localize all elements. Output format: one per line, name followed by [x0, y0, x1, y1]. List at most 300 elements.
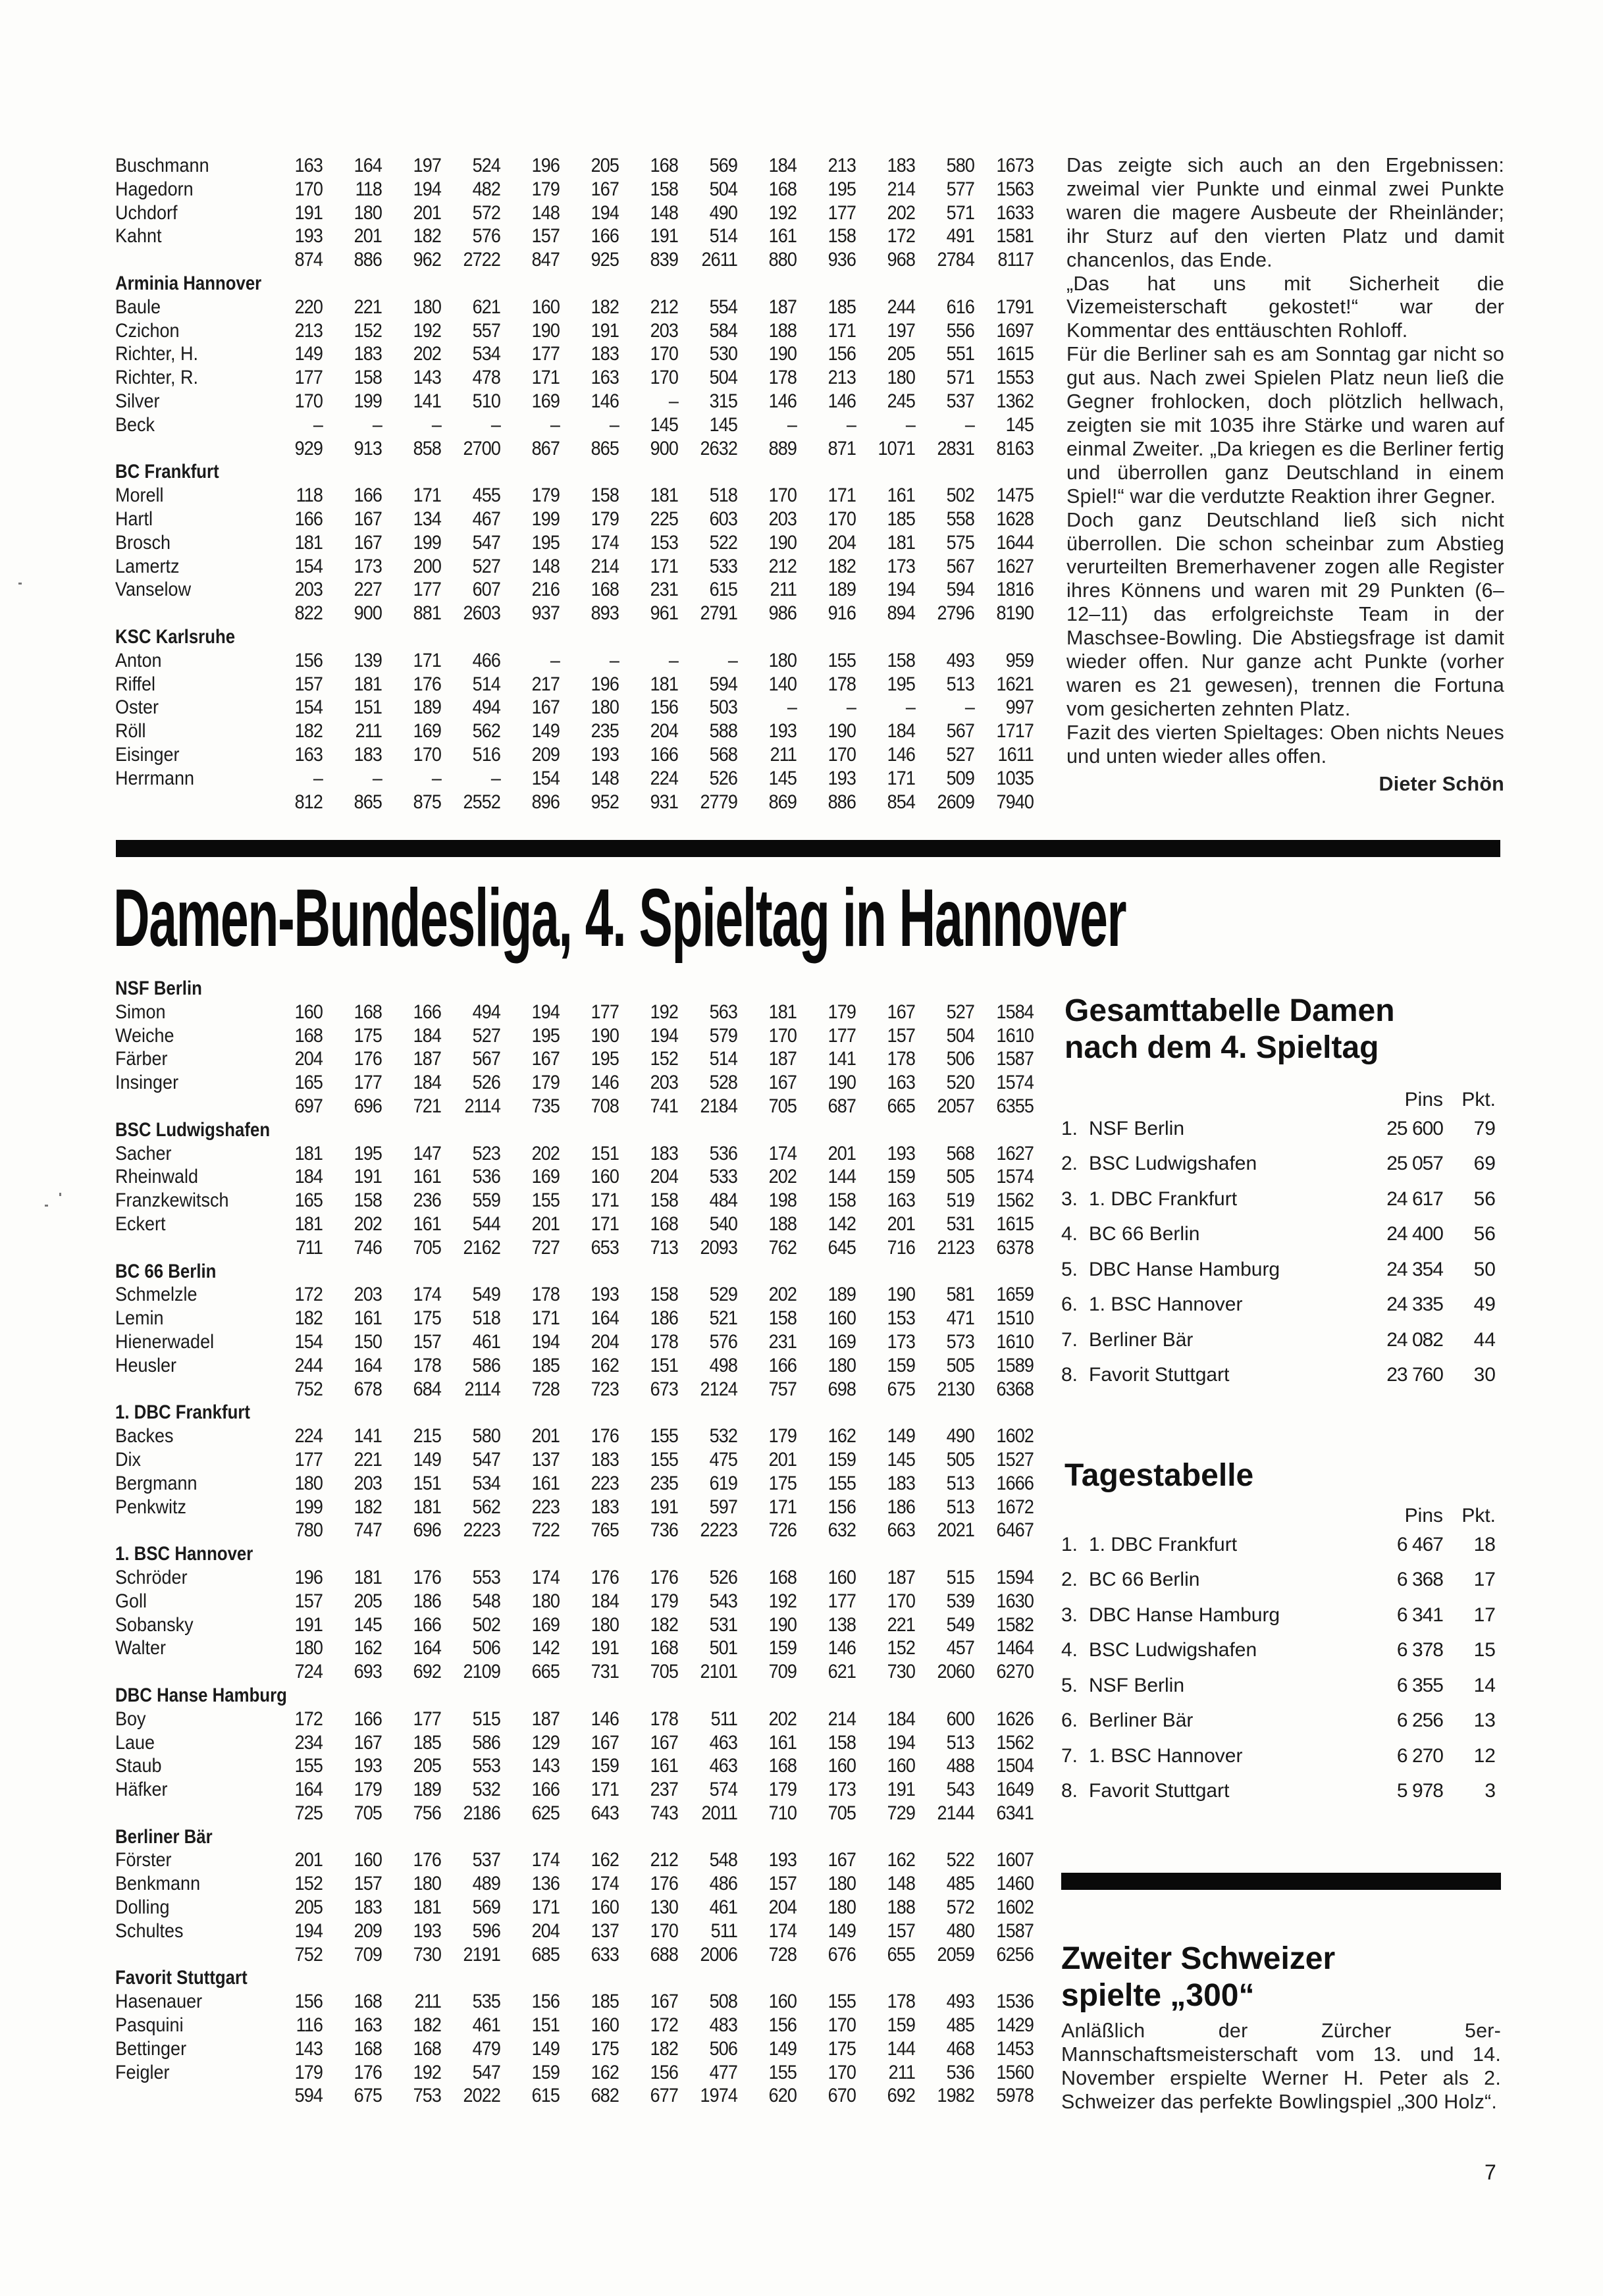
score-cell: 181	[650, 673, 678, 695]
player-row	[115, 1990, 1050, 2014]
score-cell: 165	[294, 1072, 323, 1094]
pins-value: 6 355	[1396, 1674, 1443, 1696]
player-row	[115, 1024, 1050, 1048]
player-row	[115, 366, 1040, 390]
score-cell: 244	[294, 1354, 323, 1376]
score-cell: 169	[531, 1166, 560, 1188]
total-cell: 692	[887, 2085, 915, 2107]
score-cell: 158	[887, 649, 915, 671]
total-cell: 2632	[700, 437, 737, 459]
score-cell: 211	[888, 2061, 915, 2083]
total-cell: 2831	[937, 437, 974, 459]
score-cell: 1574	[996, 1072, 1034, 1094]
player-row	[115, 1613, 1050, 1637]
score-cell: 151	[531, 2014, 560, 2037]
score-cell: 201	[413, 201, 441, 224]
score-cell: 195	[887, 673, 915, 695]
team-name: Berliner Bär	[1089, 1709, 1194, 1732]
score-cell: 168	[354, 1001, 382, 1023]
score-cell: 141	[828, 1048, 856, 1070]
total-cell: 929	[294, 437, 323, 459]
player-name: Dolling	[115, 1896, 170, 1919]
team-name: Favorit Stuttgart	[115, 1967, 248, 1989]
total-cell: 886	[354, 249, 382, 271]
page-number: 7	[1485, 2160, 1496, 2184]
total-cell: 822	[294, 602, 323, 625]
score-cell: 176	[354, 1048, 382, 1070]
score-cell: 569	[472, 1896, 500, 1919]
score-cell: 184	[294, 1166, 323, 1188]
gesamttabelle-table	[1061, 1080, 1496, 1393]
score-cell: 160	[768, 1991, 797, 2013]
score-cell: –	[609, 649, 619, 671]
score-cell: 527	[946, 743, 974, 766]
score-cell: 192	[413, 2061, 441, 2083]
score-cell: 504	[946, 1024, 974, 1047]
score-cell: 160	[887, 1755, 915, 1777]
team-header-row	[115, 460, 1040, 484]
points-value: 3	[1485, 1780, 1496, 1802]
score-cell: 167	[531, 696, 560, 719]
player-row	[115, 696, 1040, 719]
player-name: Schmelzle	[115, 1284, 197, 1306]
score-cell: 178	[650, 1708, 678, 1730]
player-row	[115, 484, 1040, 508]
total-cell: 705	[768, 1095, 797, 1117]
score-cell: 534	[472, 1472, 500, 1494]
total-cell: 684	[413, 1378, 441, 1400]
score-cell: 170	[768, 484, 797, 507]
score-cell: 168	[650, 1637, 678, 1659]
total-cell: 8190	[996, 602, 1034, 625]
score-cell: 151	[650, 1354, 678, 1376]
score-cell: 522	[709, 531, 737, 554]
standings-row	[1061, 1111, 1496, 1147]
score-cell: 203	[650, 1072, 678, 1094]
score-cell: 171	[531, 367, 560, 389]
score-cell: 516	[472, 743, 500, 766]
player-name: Brosch	[115, 531, 171, 554]
score-cell: 157	[531, 225, 560, 248]
score-cell: 153	[887, 1307, 915, 1330]
rank: 3.	[1061, 1187, 1078, 1210]
score-cell: 202	[768, 1284, 797, 1306]
player-name: Vanselow	[115, 579, 192, 601]
article-paragraph: Fazit des vierten Spieltages: Oben nichts Neues und unten wieder alles offen.	[1066, 721, 1504, 768]
score-cell: 180	[413, 296, 441, 318]
score-cell: 184	[887, 720, 915, 743]
total-cell: 968	[887, 249, 915, 271]
player-row	[115, 390, 1040, 413]
score-cell: 193	[413, 1919, 441, 1942]
score-cell: 149	[887, 1425, 915, 1448]
score-cell: 161	[887, 484, 915, 507]
score-cell: 616	[946, 296, 974, 318]
score-cell: 185	[413, 1731, 441, 1754]
rank: 1.	[1061, 1533, 1078, 1555]
score-cell: 521	[709, 1307, 737, 1330]
score-cell: 164	[354, 1354, 382, 1376]
score-cell: 181	[354, 1566, 382, 1588]
score-cell: 224	[294, 1425, 323, 1448]
player-name: Insinger	[115, 1072, 179, 1094]
score-cell: 508	[709, 1991, 737, 2013]
score-cell: 163	[887, 1189, 915, 1212]
score-cell: 461	[472, 2014, 500, 2037]
score-cell: 164	[591, 1307, 619, 1330]
total-cell: 693	[354, 1661, 382, 1683]
total-cell: 896	[531, 791, 560, 813]
player-row	[115, 178, 1040, 201]
score-cell: 182	[650, 1613, 678, 1636]
score-cell: 145	[650, 413, 678, 436]
total-label-spacer	[115, 1095, 249, 1118]
score-cell: 168	[354, 1991, 382, 2013]
score-cell: 519	[946, 1189, 974, 1212]
score-cell: 170	[650, 343, 678, 365]
article-paragraph: Für die Berliner sah es am Sonntag gar nicht so gut aus. Nach zwei Spielen Platz neun ließ die Gegner frohlocken, doch plötzlich hellwach, zeigten sie mit 1035 ihre Stärke und waren auf einmal Zweiter. „Da kriegen es die Berliner fertig und überrollen ganz Deutschland in einem Spiel!“ war die verdutzte Reaktion ihrer Gegner.	[1066, 343, 1504, 508]
total-cell: 705	[828, 1802, 856, 1824]
score-cell: 203	[650, 319, 678, 342]
score-cell: 539	[946, 1590, 974, 1612]
total-cell: 886	[828, 791, 856, 813]
total-cell: 2109	[463, 1661, 500, 1683]
team-name: 1. BSC Hannover	[115, 1543, 253, 1565]
total-cell: 865	[591, 437, 619, 459]
score-cell: 526	[709, 1566, 737, 1588]
score-cell: 200	[413, 555, 441, 577]
score-cell: 533	[709, 1166, 737, 1188]
team-name: BC 66 Berlin	[1089, 1569, 1200, 1591]
rank: 2.	[1061, 1153, 1078, 1175]
score-cell: 483	[709, 2014, 737, 2037]
score-cell: 161	[531, 1472, 560, 1494]
player-name: Backes	[115, 1425, 174, 1448]
total-cell: 952	[591, 791, 619, 813]
score-cell: 148	[531, 555, 560, 577]
total-cell: 676	[828, 1943, 856, 1966]
player-row	[115, 555, 1040, 579]
score-cell: 197	[887, 319, 915, 342]
score-cell: 161	[650, 1755, 678, 1777]
score-cell: 524	[472, 155, 500, 176]
score-cell: 201	[354, 225, 382, 248]
standings-row	[1061, 1774, 1496, 1810]
score-cell: 163	[887, 1072, 915, 1094]
score-cell: 556	[946, 319, 974, 342]
points-value: 15	[1473, 1639, 1496, 1661]
player-row	[115, 767, 1040, 791]
score-cell: 176	[591, 1425, 619, 1448]
team-name: DBC Hanse Hamburg	[115, 1684, 287, 1706]
player-row	[115, 531, 1040, 555]
score-cell: 236	[413, 1189, 441, 1212]
points-value: 17	[1473, 1604, 1496, 1626]
score-cell: 551	[946, 343, 974, 365]
total-cell: 728	[768, 1943, 797, 1966]
score-cell: 187	[887, 1566, 915, 1588]
points-value: 56	[1473, 1223, 1496, 1245]
player-row	[115, 2037, 1050, 2061]
score-cell: 594	[946, 579, 974, 601]
total-cell: 894	[887, 602, 915, 625]
col-header-pkt: Pkt.	[1461, 1505, 1496, 1526]
score-cell: –	[668, 649, 678, 671]
score-cell: 177	[828, 1024, 856, 1047]
score-cell: 170	[413, 743, 441, 766]
score-cell: 204	[591, 1330, 619, 1353]
player-row	[115, 224, 1040, 248]
score-cell: 148	[650, 201, 678, 224]
score-cell: 471	[946, 1307, 974, 1330]
score-cell: 531	[709, 1613, 737, 1636]
score-cell: 607	[472, 579, 500, 601]
total-cell: 655	[887, 1943, 915, 1966]
score-cell: 213	[828, 155, 856, 176]
score-cell: –	[490, 413, 500, 436]
score-cell: 211	[414, 1991, 441, 2013]
score-cell: 1673	[996, 155, 1034, 176]
total-cell: 2722	[463, 249, 500, 271]
total-cell: 698	[828, 1378, 856, 1400]
pins-value: 24 400	[1386, 1223, 1443, 1245]
total-label-spacer	[115, 791, 249, 814]
total-cell: 722	[531, 1519, 560, 1542]
score-cell: 182	[650, 2037, 678, 2060]
article-paragraph: Das zeigte sich auch an den Ergebnissen: zweimal vier Punkte und einmal zwei Punkte waren die magere Ausbeute der Rheinländer; ihr Sturz auf den vierten Platz und damit chancenlos, das Ende.	[1066, 154, 1504, 271]
total-label-spacer	[115, 1943, 249, 1967]
total-cell: 2552	[463, 791, 500, 813]
score-cell: 220	[294, 296, 323, 318]
score-cell: 178	[887, 1048, 915, 1070]
total-cell: 780	[294, 1519, 323, 1542]
score-cell: 182	[413, 225, 441, 248]
table-header	[1061, 1496, 1496, 1527]
score-cell: 167	[591, 1731, 619, 1754]
score-cell: 493	[946, 649, 974, 671]
score-cell: 143	[531, 1755, 560, 1777]
score-cell: 579	[709, 1024, 737, 1047]
score-cell: –	[313, 767, 323, 789]
total-cell: 8163	[996, 437, 1034, 459]
score-cell: 192	[768, 1590, 797, 1612]
player-name: Förster	[115, 1849, 172, 1871]
score-cell: 185	[828, 296, 856, 318]
total-label-spacer	[115, 1378, 249, 1401]
player-name: Penkwitz	[115, 1496, 187, 1518]
score-cell: 1615	[996, 1213, 1034, 1235]
total-cell: 2700	[463, 437, 500, 459]
total-cell: 6256	[996, 1943, 1034, 1966]
total-cell: 2784	[937, 249, 974, 271]
score-cell: 191	[887, 1779, 915, 1801]
score-cell: 463	[709, 1731, 737, 1754]
score-cell: 514	[472, 673, 500, 695]
score-cell: 189	[413, 1779, 441, 1801]
score-cell: 186	[413, 1590, 441, 1612]
score-cell: 158	[768, 1307, 797, 1330]
team-name: BC Frankfurt	[115, 461, 219, 483]
total-cell: 736	[650, 1519, 678, 1542]
score-cell: 167	[531, 1048, 560, 1070]
score-cell: 145	[709, 413, 737, 436]
score-cell: 157	[887, 1919, 915, 1942]
player-row	[115, 1189, 1050, 1213]
score-cell: 154	[294, 555, 323, 577]
score-cell: 162	[887, 1849, 915, 1871]
total-cell: 2611	[701, 249, 737, 271]
score-cell: 168	[650, 1213, 678, 1235]
score-cell: 493	[946, 1991, 974, 2013]
score-cell: –	[905, 696, 915, 719]
score-cell: 164	[413, 1637, 441, 1659]
score-cell: 514	[709, 1048, 737, 1070]
score-cell: 196	[591, 673, 619, 695]
score-cell: 158	[828, 225, 856, 248]
score-cell: 176	[650, 1566, 678, 1588]
score-cell: 537	[472, 1849, 500, 1871]
score-cell: 581	[946, 1284, 974, 1306]
player-name: Eckert	[115, 1213, 166, 1235]
gesamttabelle-title-line1: Gesamttabelle Damen	[1064, 993, 1395, 1028]
score-cell: 160	[828, 1566, 856, 1588]
standings-row	[1061, 1288, 1496, 1323]
team-name: Favorit Stuttgart	[1089, 1364, 1230, 1386]
score-cell: 172	[887, 225, 915, 248]
team-total-row	[115, 602, 1040, 625]
player-row	[115, 1496, 1050, 1519]
total-cell: 8117	[997, 249, 1034, 271]
total-cell: 2093	[700, 1236, 737, 1259]
score-cell: 146	[828, 1637, 856, 1659]
score-cell: 1453	[996, 2037, 1034, 2060]
score-cell: 167	[650, 1991, 678, 2013]
score-cell: 187	[768, 1048, 797, 1070]
total-cell: 594	[294, 2085, 323, 2107]
score-cell: 527	[472, 1024, 500, 1047]
player-row	[115, 1919, 1050, 1943]
score-cell: 531	[946, 1213, 974, 1235]
total-cell: 6341	[996, 1802, 1034, 1824]
score-cell: 167	[828, 1849, 856, 1871]
score-cell: 180	[768, 649, 797, 671]
score-cell: 194	[887, 579, 915, 601]
score-cell: 1527	[996, 1448, 1034, 1471]
team-total-row	[115, 1943, 1050, 1967]
score-cell: 1627	[996, 1142, 1034, 1164]
team-total-row	[115, 248, 1040, 272]
score-cell: –	[787, 696, 797, 719]
score-cell: 463	[709, 1755, 737, 1777]
player-name: Bergmann	[115, 1472, 197, 1494]
score-cell: 170	[828, 743, 856, 766]
score-cell: 163	[294, 743, 323, 766]
score-cell: 176	[413, 673, 441, 695]
total-cell: 5978	[996, 2085, 1034, 2107]
standings-row	[1061, 1252, 1496, 1288]
score-cell: 154	[531, 767, 560, 789]
score-cell: 526	[709, 767, 737, 789]
score-cell: 129	[531, 1731, 560, 1754]
score-cell: 234	[294, 1731, 323, 1754]
total-cell: 743	[650, 1802, 678, 1824]
total-cell: 2059	[937, 1943, 974, 1966]
score-cell: 485	[946, 2014, 974, 2037]
score-cell: 174	[413, 1284, 441, 1306]
score-cell: 174	[768, 1919, 797, 1942]
score-cell: 158	[828, 1731, 856, 1754]
player-row	[115, 201, 1040, 225]
score-cell: 1672	[996, 1496, 1034, 1518]
score-cell: 504	[709, 178, 737, 200]
total-cell: 762	[768, 1236, 797, 1259]
score-cell: 213	[294, 319, 323, 342]
player-name: Franzkewitsch	[115, 1189, 229, 1212]
total-cell: 726	[768, 1519, 797, 1542]
score-cell: 997	[1005, 696, 1034, 719]
score-cell: 212	[650, 1849, 678, 1871]
score-cell: 176	[354, 2061, 382, 2083]
player-name: Sobansky	[115, 1613, 194, 1636]
score-cell: 572	[472, 201, 500, 224]
player-row	[115, 2061, 1050, 2085]
player-row	[115, 296, 1040, 319]
player-name: Häfker	[115, 1779, 168, 1801]
score-cell: 466	[472, 649, 500, 671]
score-cell: 159	[591, 1755, 619, 1777]
score-cell: 170	[828, 2061, 856, 2083]
score-cell: 180	[828, 1896, 856, 1919]
score-cell: 179	[591, 508, 619, 530]
player-row	[115, 1566, 1050, 1590]
score-cell: 194	[294, 1919, 323, 1942]
player-row	[115, 1330, 1050, 1354]
total-cell: 696	[413, 1519, 441, 1542]
score-cell: 204	[650, 720, 678, 743]
score-cell: 221	[354, 1448, 382, 1471]
score-cell: 576	[472, 225, 500, 248]
score-cell: 161	[413, 1213, 441, 1235]
score-cell: 164	[354, 155, 382, 176]
points-value: 49	[1473, 1293, 1496, 1316]
score-cell: 1717	[996, 720, 1034, 743]
score-cell: 187	[768, 296, 797, 318]
score-cell: 146	[591, 1072, 619, 1094]
score-cell: 160	[828, 1755, 856, 1777]
score-cell: 494	[472, 696, 500, 719]
score-cell: 179	[531, 178, 560, 200]
score-cell: 141	[354, 1425, 382, 1448]
score-cell: 212	[650, 296, 678, 318]
score-cell: 181	[294, 531, 323, 554]
score-cell: 515	[946, 1566, 974, 1588]
score-cell: 179	[354, 1779, 382, 1801]
total-cell: 663	[887, 1519, 915, 1542]
score-cell: 157	[294, 673, 323, 695]
score-cell: 190	[887, 1284, 915, 1306]
schweizer-heading	[1061, 1941, 1335, 2014]
score-cell: 513	[946, 1496, 974, 1518]
team-total-row	[115, 1236, 1050, 1260]
pins-value: 6 467	[1396, 1533, 1443, 1555]
score-cell: 182	[591, 296, 619, 318]
score-cell: 155	[294, 1755, 323, 1777]
score-cell: 136	[531, 1873, 560, 1895]
total-label-spacer	[115, 437, 249, 461]
score-cell: 527	[946, 1001, 974, 1023]
score-cell: 503	[709, 696, 737, 719]
standings-row	[1061, 1322, 1496, 1358]
